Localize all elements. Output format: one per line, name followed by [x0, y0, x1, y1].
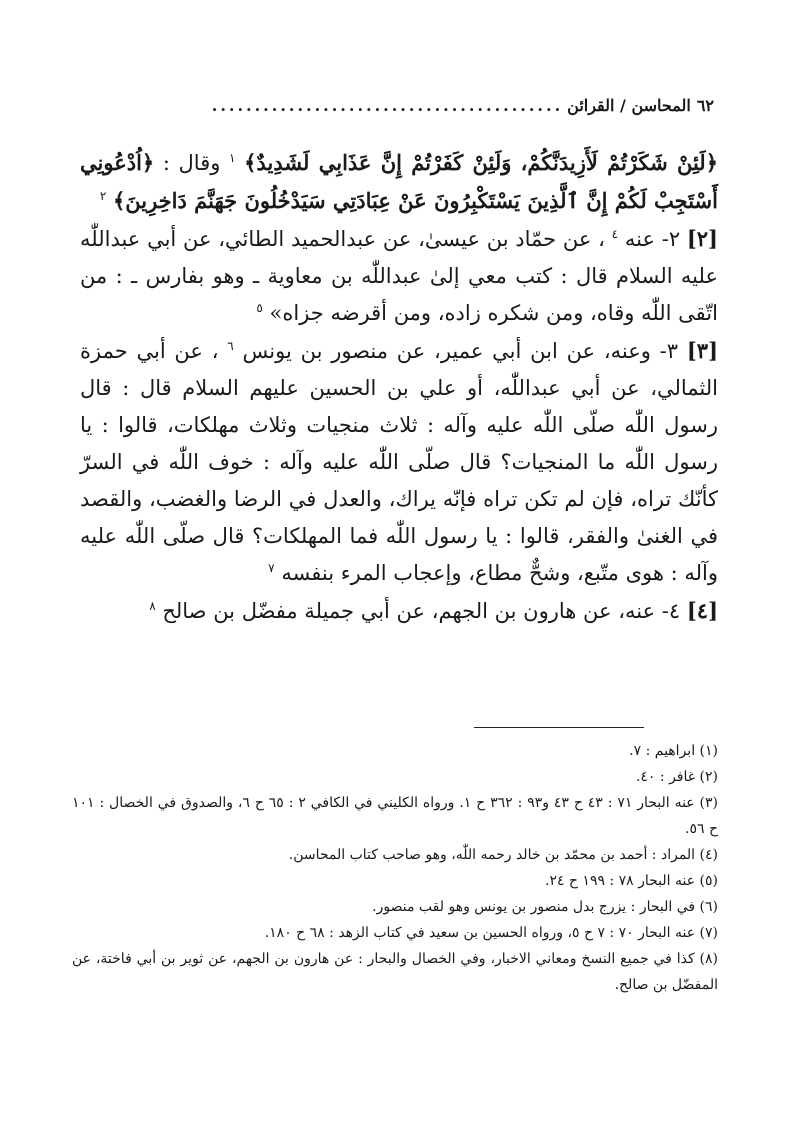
footnote-item: (٦) في البحار : يزرج بدل منصور بن يونس وهو لقب منصور.: [372, 899, 718, 915]
footnote-item: (٤) المراد : أحمد بن محمّد بن خالد رحمه اللّٰه، وهو صاحب كتاب المحاسن.: [288, 847, 718, 863]
hadith-text: ٣- وعنه، عن ابن أبي عمير، عن منصور بن يونس: [242, 339, 679, 363]
quran-verse: ﴿اُدْعُونِي أَسْتَجِبْ لَكُمْ إِنَّ ٱلَّذِينَ يَسْتَكْبِرُونَ عَنْ عِبَادَتِي سَيَدْخُلُونَ جَهَنَّمَ دَاخِرِينَ﴾: [80, 150, 718, 213]
footnote-ref: ١: [229, 151, 236, 165]
footnote-item: (٧) عنه البحار ٧٠ : ٧ ح ٥، ورواه الحسين بن سعيد في كتاب الزهد : ٦٨ ح ١٨٠.: [264, 925, 718, 941]
hadith-number: [٤]: [686, 598, 718, 623]
hadith-number: [٣]: [686, 338, 718, 363]
running-header: [84, 90, 714, 120]
hadith-text: ٤- عنه، عن هارون بن الجهم، عن أبي جميلة مفضّل بن صالح: [162, 599, 681, 623]
quran-verse: ﴿لَئِنْ شَكَرْتُمْ لَأَزِيدَنَّكُمْ، وَلَئِنْ كَفَرْتُمْ إِنَّ عَذَابِي لَشَدِيدٌ﴾: [244, 150, 718, 175]
hadith-paragraph: [80, 332, 718, 592]
footnote-item: (٥) عنه البحار ٧٨ : ١٩٩ ح ٢٤.: [544, 873, 718, 889]
footnote-item: (٢) غافر : ٤٠.: [635, 769, 718, 785]
footnote-ref: ٧: [268, 561, 275, 575]
running-title: المحاسن / القرائن: [567, 95, 691, 115]
footnote-ref: ٥: [256, 301, 263, 315]
footnote-ref: ٨: [149, 599, 156, 613]
footnote-ref: ٤: [611, 227, 619, 241]
footnote-divider: [474, 727, 644, 728]
footnote-item: (٣) عنه البحار ٧١ : ٤٣ ح ٤٣ و٩٣ : ٣٦٢ ح ١. ورواه الكليني في الكافي ٢ : ٦٥ ح ٦، والصدوق في الخصال : ١٠١ ح ٥٦.: [72, 795, 719, 837]
hadith-text: ، عن أبي حمزة الثمالي، عن أبي عبداللّٰه، أو علي بن الحسين عليهم السلام قال : قال رسول اللّٰه صلّى اللّٰه عليه وآله : ثلاث منجيات وثلاث مهلكات، قالوا : يا رسول اللّٰه ما المنجيات؟ قال صلّى اللّٰه عليه وآله : خوف اللّٰه في السرّ كأنّك تراه، فإن لم تكن تراه فإنّه يراك، والعدل في الرضا والغضب، والقصد في الغنىٰ والفقر، قالوا : يا رسول اللّٰه فما المهلكات؟ قال صلّى اللّٰه عليه وآله : هوى متّبع، وشحٌّ مطاع، وإعجاب المرء بنفسه: [80, 339, 718, 585]
footnote-ref: ٢: [99, 189, 107, 203]
footnote-ref: ٦: [227, 339, 234, 353]
connector-text: وقال :: [154, 151, 221, 175]
main-text: [80, 144, 718, 630]
hadith-paragraph: [80, 592, 718, 630]
paragraph-verses: [80, 144, 718, 220]
hadith-paragraph: [80, 220, 718, 332]
footnote-item: (٨) كذا في جميع النسخ ومعاني الاخبار، وفي الخصال والبحار : عن هارون بن الجهم، عن ثوير بن أبي فاختة، عن المفضّل بن صالح.: [72, 951, 718, 993]
hadith-text: ٢- عنه: [624, 227, 681, 251]
leader-dots: .........................................: [211, 95, 564, 115]
footnotes: [72, 738, 718, 998]
page-number: ٦٢: [696, 95, 714, 115]
hadith-number: [٢]: [686, 226, 718, 251]
hadith-text: ، عن حمّاد بن عيسىٰ، عن عبدالحميد الطائي، عن أبي عبداللّٰه عليه السلام قال : كتب معي إلىٰ عبداللّٰه بن معاوية ـ وهو بفارس ـ : من اتّقى اللّٰه وقاه، ومن شكره زاده، ومن أقرضه جزاه»: [80, 227, 718, 325]
footnote-item: (١) ابراهيم : ٧.: [629, 743, 718, 759]
